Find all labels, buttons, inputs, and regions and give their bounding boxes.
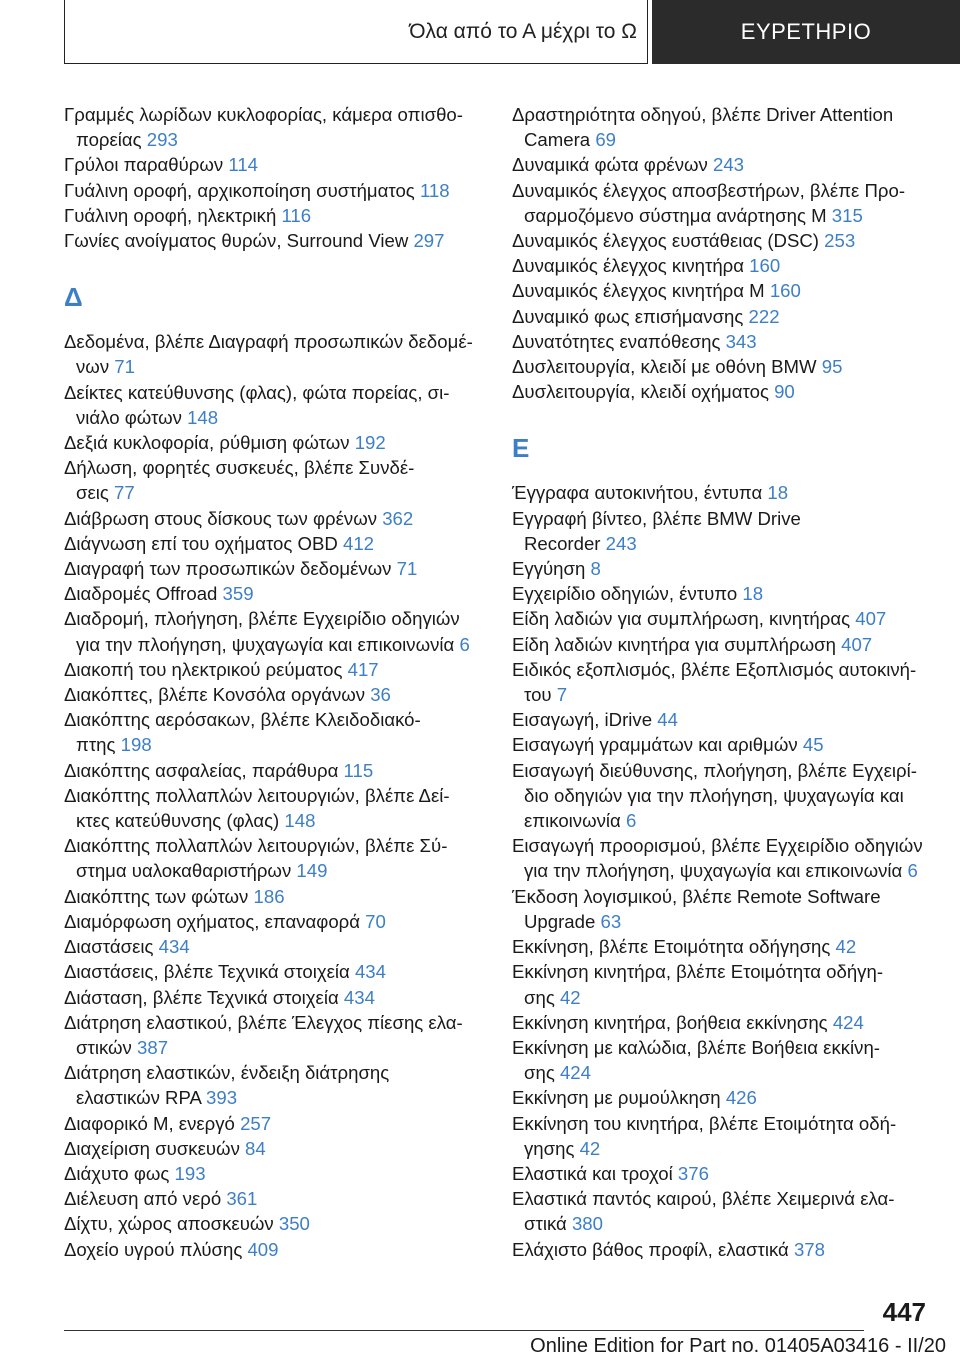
- index-entry-text: Δυναμικός έλεγχος κινητήρα: [512, 255, 750, 277]
- index-entry-text: Διακόπτης αερόσακων, βλέπε Κλειδοδιακό‐: [64, 709, 421, 731]
- index-entry: [512, 833, 932, 883]
- index-entry: [512, 1085, 932, 1110]
- index-entry: [64, 1111, 484, 1136]
- index-entry: [64, 1211, 484, 1236]
- page-reference-link[interactable]: 84: [245, 1137, 266, 1159]
- index-entry-text: Δήλωση, φορητές συσκευές, βλέπε Συνδέ‐: [64, 457, 415, 479]
- index-entry-text: Γωνίες ανοίγματος θυρών, Surround View: [64, 230, 414, 252]
- index-entry-text: Camera: [524, 129, 596, 151]
- page-reference-link[interactable]: 18: [767, 482, 789, 504]
- index-entry: [64, 380, 484, 430]
- index-entry: [64, 1060, 484, 1110]
- index-entry: [64, 682, 484, 707]
- index-entry: [512, 732, 932, 757]
- index-entry: [64, 1136, 484, 1161]
- page-reference-link[interactable]: 378: [793, 1238, 825, 1260]
- left-column: [64, 102, 484, 1262]
- index-entry: [64, 783, 484, 833]
- index-entry: [64, 228, 484, 253]
- index-entry-text: σεις: [76, 482, 115, 504]
- page-reference-link[interactable]: 253: [824, 230, 856, 252]
- index-entry: [64, 152, 484, 177]
- index-entry-text: του: [524, 684, 557, 706]
- edition-note: Online Edition for Part no. 01405A03416 - II/20: [530, 1335, 946, 1357]
- index-entry-text: Recorder: [524, 532, 606, 554]
- index-entry-text: Δυνατότητες εναπόθεσης: [512, 330, 726, 352]
- index-entry: [512, 1111, 932, 1161]
- index-entry-text: Ελαστικά παντός καιρού, βλέπε Χειμερινά ελα‐: [512, 1188, 895, 1210]
- page-reference-link[interactable]: 71: [396, 558, 418, 580]
- index-entry-text: Δυσλειτουργία, κλειδί οχήματος: [512, 381, 775, 403]
- index-entry-text: Δυναμικά φώτα φρένων: [512, 154, 713, 176]
- section-letter-heading: Δ: [64, 282, 83, 313]
- page-reference-link[interactable]: 8: [590, 558, 601, 580]
- page-reference-link[interactable]: 63: [600, 910, 622, 932]
- page-reference-link[interactable]: 118: [419, 179, 450, 201]
- index-entry-text: Ελαστικά και τροχοί: [512, 1162, 678, 1184]
- page-reference-link[interactable]: 77: [114, 482, 135, 504]
- index-entry-text: Δυναμικός έλεγχος κινητήρα M: [512, 280, 770, 302]
- page-reference-link[interactable]: 243: [605, 532, 637, 554]
- index-entry-text: για την πλοήγηση, ψυχαγωγία και επικοινωνία: [76, 633, 460, 655]
- index-entry: [512, 632, 932, 657]
- page-reference-link[interactable]: 362: [382, 507, 414, 529]
- index-entry: [512, 1186, 932, 1236]
- page-reference-link[interactable]: 315: [831, 204, 863, 226]
- index-entry-text: Δείκτες κατεύθυνσης (φλας), φώτα πορείας, σι‐: [64, 381, 450, 403]
- index-entry: [64, 657, 484, 682]
- page-reference-link[interactable]: 387: [137, 1036, 169, 1058]
- page-reference-link[interactable]: 426: [725, 1087, 757, 1109]
- index-entry-text: Γρύλοι παραθύρων: [64, 154, 229, 176]
- page-reference-link[interactable]: 42: [559, 986, 581, 1008]
- index-entry-text: Εγγύηση: [512, 558, 591, 580]
- index-entry-text: Διάσταση, βλέπε Τεχνικά στοιχεία: [64, 986, 344, 1008]
- index-entry-text: Διαφορικό M, ενεργό: [64, 1112, 241, 1134]
- page-reference-link[interactable]: 424: [559, 1062, 591, 1084]
- page-reference-link[interactable]: 376: [677, 1162, 709, 1184]
- index-entry: [512, 657, 932, 707]
- index-entry-text: ελαστικών RPA: [76, 1087, 207, 1109]
- index-entry: [512, 506, 932, 556]
- footer-divider: [64, 1330, 864, 1331]
- page-reference-link[interactable]: 115: [343, 759, 374, 781]
- page-reference-link[interactable]: 6: [459, 633, 470, 655]
- page-header: [0, 0, 960, 66]
- index-entry-text: Γυάλινη οροφή, αρχικοποίηση συστήματος: [64, 179, 420, 201]
- index-entry-text: Διαμόρφωση οχήματος, επαναφορά: [64, 910, 366, 932]
- page-reference-link[interactable]: 350: [278, 1213, 310, 1235]
- index-entry-text: κτες κατεύθυνσης (φλας): [76, 810, 285, 832]
- page-reference-link[interactable]: 44: [657, 709, 678, 731]
- index-entry: [64, 203, 484, 228]
- page-reference-link[interactable]: 293: [146, 129, 178, 151]
- index-entry: [64, 1186, 484, 1211]
- index-entry-text: διο οδηγιών για την πλοήγηση, ψυχαγωγία και: [524, 784, 904, 806]
- index-entry-text: Έγγραφα αυτοκινήτου, έντυπα: [512, 482, 768, 504]
- index-entry-text: νων: [76, 356, 115, 378]
- header-tab-alphabet-label: Όλα από το Α μέχρι το Ω: [409, 19, 637, 43]
- index-entry-text: Διακόπτης πολλαπλών λειτουργιών, βλέπε Δεί‐: [64, 784, 450, 806]
- page-reference-link[interactable]: 42: [579, 1137, 601, 1159]
- index-entry-text: Εκκίνηση, βλέπε Ετοιμότητα οδήγησης: [512, 936, 836, 958]
- index-entry-text: Διάχυτο φως: [64, 1162, 175, 1184]
- index-entry: [64, 1237, 484, 1262]
- index-entry: [512, 1035, 932, 1085]
- index-entry-text: Διέλευση από νερό: [64, 1188, 227, 1210]
- page-reference-link[interactable]: 424: [832, 1011, 864, 1033]
- index-entry-text: σης: [524, 986, 560, 1008]
- index-entry-text: στικών: [76, 1036, 138, 1058]
- index-entry: [512, 581, 932, 606]
- index-entry: [64, 934, 484, 959]
- header-tab-index-label: ΕΥΡΕΤΗΡΙΟ: [740, 19, 872, 44]
- page-reference-link[interactable]: 160: [749, 255, 781, 277]
- page-number: 447: [882, 1297, 926, 1327]
- index-entry-text: Έκδοση λογισμικού, βλέπε Remote Software: [512, 885, 881, 907]
- index-entry-text: Διακόπτης πολλαπλών λειτουργιών, βλέπε Σύ‐: [64, 835, 448, 857]
- index-entry-text: Είδη λαδιών για συμπλήρωση, κινητήρας: [512, 608, 856, 630]
- index-entry-text: Εγγραφή βίντεο, βλέπε BMW Drive: [512, 507, 801, 529]
- index-entry-text: Γραμμές λωρίδων κυκλοφορίας, κάμερα οπισθο‐: [64, 104, 463, 125]
- index-entry: [512, 354, 932, 379]
- page-reference-link[interactable]: 380: [571, 1213, 603, 1235]
- page-reference-link[interactable]: 407: [841, 633, 873, 655]
- index-entry-text: Εκκίνηση με καλώδια, βλέπε Βοήθεια εκκίνη‐: [512, 1036, 880, 1058]
- page-reference-link[interactable]: 36: [370, 684, 391, 706]
- index-entry: [64, 606, 484, 656]
- index-entry-text: Εισαγωγή, iDrive: [512, 709, 658, 731]
- index-entry: [64, 959, 484, 984]
- index-entry-text: Διάγνωση επί του οχήματος OBD: [64, 532, 343, 554]
- page-reference-link[interactable]: 407: [855, 608, 887, 630]
- index-entry-text: Διαγραφή των προσωπικών δεδομένων: [64, 558, 397, 580]
- index-entry-text: Εγχειρίδιο οδηγιών, έντυπο: [512, 583, 743, 605]
- page-reference-link[interactable]: 70: [365, 910, 386, 932]
- index-entry-text: Εισαγωγή προορισμού, βλέπε Εγχειρίδιο οδηγιών: [512, 835, 923, 857]
- index-entry-text: Διάτρηση ελαστικών, ένδειξη διάτρησης: [64, 1062, 390, 1084]
- index-entry: [512, 1237, 932, 1262]
- index-entry: [64, 833, 484, 883]
- index-entry-text: Διακόπτες, βλέπε Κονσόλα οργάνων: [64, 684, 371, 706]
- index-entry-text: Διακοπή του ηλεκτρικού ρεύματος: [64, 658, 348, 680]
- page-reference-link[interactable]: 6: [907, 860, 918, 882]
- index-entry: [64, 884, 484, 909]
- page-reference-link[interactable]: 116: [281, 204, 312, 226]
- index-entry-text: Διάτρηση ελαστικού, βλέπε Έλεγχος πίεσης ελα‐: [64, 1011, 463, 1033]
- index-entry-text: Διάβρωση στους δίσκους των φρένων: [64, 507, 383, 529]
- index-entry: [512, 884, 932, 934]
- index-entry-text: Εισαγωγή γραμμάτων και αριθμών: [512, 734, 803, 756]
- index-entry-text: στικά: [524, 1213, 572, 1235]
- index-entry: [64, 455, 484, 505]
- index-entry: [512, 758, 932, 834]
- index-entry: [512, 178, 932, 228]
- index-entry-text: Είδη λαδιών κινητήρα για συμπλήρωση: [512, 633, 842, 655]
- index-entry: [512, 152, 932, 177]
- index-entry-text: Εκκίνηση κινητήρα, βοήθεια εκκίνησης: [512, 1011, 833, 1033]
- index-entry: [512, 606, 932, 631]
- index-entry: [512, 379, 932, 404]
- index-entry: [512, 278, 932, 303]
- page-reference-link[interactable]: 160: [769, 280, 801, 302]
- page-reference-link[interactable]: 434: [158, 936, 190, 958]
- index-entry-text: στημα υαλοκαθαριστήρων: [76, 860, 297, 882]
- index-entry-text: Δυναμικός έλεγχος αποσβεστήρων, βλέπε Προ‐: [512, 179, 906, 201]
- index-entry-text: νιάλο φώτων: [76, 406, 188, 428]
- index-entry: [512, 329, 932, 354]
- page-reference-link[interactable]: 95: [821, 356, 843, 378]
- index-entry-text: Ειδικός εξοπλισμός, βλέπε Εξοπλισμός αυτοκινή‐: [512, 658, 917, 680]
- page-reference-link[interactable]: 90: [774, 381, 795, 403]
- page-reference-link[interactable]: 417: [347, 658, 379, 680]
- index-entry: [64, 531, 484, 556]
- page-reference-link[interactable]: 114: [228, 154, 259, 176]
- index-entry: [64, 430, 484, 455]
- index-entry-text: Δυναμικός έλεγχος ευστάθειας (DSC): [512, 230, 825, 252]
- index-entry-text: Διαστάσεις, βλέπε Τεχνικά στοιχεία: [64, 961, 355, 983]
- index-entry: [512, 304, 932, 329]
- index-entry-text: επικοινωνία: [524, 810, 626, 832]
- page-reference-link[interactable]: 192: [354, 432, 386, 454]
- index-entry-text: Διαδρομή, πλοήγηση, βλέπε Εγχειρίδιο οδηγιών: [64, 608, 460, 630]
- index-entry: [512, 1161, 932, 1186]
- right-column: [512, 102, 932, 1262]
- index-entry-text: Δεξιά κυκλοφορία, ρύθμιση φώτων: [64, 432, 355, 454]
- index-entry-text: Διαδρομές Offroad: [64, 583, 223, 605]
- index-entry: [64, 909, 484, 934]
- index-entry-text: Δραστηριότητα οδηγού, βλέπε Driver Attention: [512, 104, 894, 125]
- section-letter-heading: Ε: [512, 433, 530, 464]
- index-entry-text: Δεδομένα, βλέπε Διαγραφή προσωπικών δεδομέ‐: [64, 331, 473, 353]
- index-entry-text: Διακόπτης των φώτων: [64, 885, 254, 907]
- page-reference-link[interactable]: 359: [222, 583, 254, 605]
- page-reference-link[interactable]: 222: [748, 305, 780, 327]
- index-entry-text: Ελάχιστο βάθος προφίλ, ελαστικά: [512, 1238, 794, 1260]
- index-entry: [64, 329, 484, 379]
- index-entry: [64, 102, 484, 152]
- index-entry: [512, 480, 932, 505]
- index-entry: [64, 707, 484, 757]
- page-reference-link[interactable]: 243: [712, 154, 745, 176]
- index-entry: [512, 228, 932, 253]
- index-entry-text: πτης: [76, 734, 121, 756]
- page-reference-link[interactable]: 18: [742, 583, 764, 605]
- index-entry-text: σαρμοζόμενο σύστημα ανάρτησης M: [524, 204, 832, 226]
- index-entry: [512, 934, 932, 959]
- index-entry-text: Δίχτυ, χώρος αποσκευών: [64, 1213, 279, 1235]
- page-reference-link[interactable]: 198: [120, 734, 152, 756]
- page-reference-link[interactable]: 434: [343, 986, 375, 1008]
- index-entry-text: Δοχείο υγρού πλύσης: [64, 1238, 248, 1260]
- index-entry-text: Εκκίνηση κινητήρα, βλέπε Ετοιμότητα οδήγη‐: [512, 961, 884, 983]
- page-reference-link[interactable]: 412: [342, 532, 375, 554]
- index-entry: [64, 1010, 484, 1060]
- index-entry-text: Δυσλειτουργία, κλειδί με οθόνη BMW: [512, 356, 822, 378]
- index-entry: [64, 985, 484, 1010]
- index-entry: [64, 506, 484, 531]
- page-reference-link[interactable]: 149: [296, 860, 328, 882]
- index-entry-text: Γυάλινη οροφή, ηλεκτρική: [64, 204, 282, 226]
- page-reference-link[interactable]: 148: [187, 406, 219, 428]
- index-entry: [64, 581, 484, 606]
- page-reference-link[interactable]: 71: [114, 356, 135, 378]
- page-reference-link[interactable]: 434: [354, 961, 386, 983]
- page-reference-link[interactable]: 186: [253, 885, 285, 907]
- index-entry: [512, 1010, 932, 1035]
- index-entry-text: Εισαγωγή διεύθυνσης, πλοήγηση, βλέπε Εγχειρί‐: [512, 759, 917, 781]
- index-entry: [64, 758, 484, 783]
- page-reference-link[interactable]: 6: [625, 810, 637, 832]
- index-entry: [512, 556, 932, 581]
- index-entry-text: πορείας: [76, 129, 147, 151]
- index-entry-text: σης: [524, 1062, 560, 1084]
- index-entry-text: Εκκίνηση με ρυμούλκηση: [512, 1087, 726, 1109]
- index-entry: [64, 178, 484, 203]
- index-entry: [64, 1161, 484, 1186]
- index-entry: [512, 102, 932, 152]
- index-entry: [64, 556, 484, 581]
- index-entry: [512, 707, 932, 732]
- index-entry: [512, 959, 932, 1009]
- page-reference-link[interactable]: 297: [413, 230, 445, 252]
- index-entry-text: γησης: [524, 1137, 580, 1159]
- page-reference-link[interactable]: 42: [835, 936, 857, 958]
- page-reference-link[interactable]: 343: [725, 330, 757, 352]
- index-entry-text: Δυναμικό φως επισήμανσης: [512, 305, 749, 327]
- page-reference-link[interactable]: 409: [247, 1238, 279, 1260]
- index-entry-text: Εκκίνηση του κινητήρα, βλέπε Ετοιμότητα οδή‐: [512, 1112, 897, 1134]
- page-reference-link[interactable]: 7: [556, 684, 568, 706]
- page-reference-link[interactable]: 393: [206, 1087, 238, 1109]
- page-reference-link[interactable]: 257: [240, 1112, 272, 1134]
- page-reference-link[interactable]: 45: [802, 734, 824, 756]
- header-tab-index: [652, 0, 960, 64]
- index-entry-text: Διαστάσεις: [64, 936, 159, 958]
- header-tab-alphabet: [64, 0, 648, 64]
- index-entry: [512, 253, 932, 278]
- index-entry-text: Upgrade: [524, 910, 601, 932]
- index-entry-text: Διακόπτης ασφαλείας, παράθυρα: [64, 759, 344, 781]
- page-reference-link[interactable]: 148: [284, 810, 316, 832]
- page-reference-link[interactable]: 69: [595, 129, 616, 151]
- index-entry-text: Διαχείριση συσκευών: [64, 1137, 246, 1159]
- page-reference-link[interactable]: 361: [226, 1188, 258, 1210]
- page-reference-link[interactable]: 193: [174, 1162, 206, 1184]
- index-entry-text: για την πλοήγηση, ψυχαγωγία και επικοινωνία: [524, 860, 908, 882]
